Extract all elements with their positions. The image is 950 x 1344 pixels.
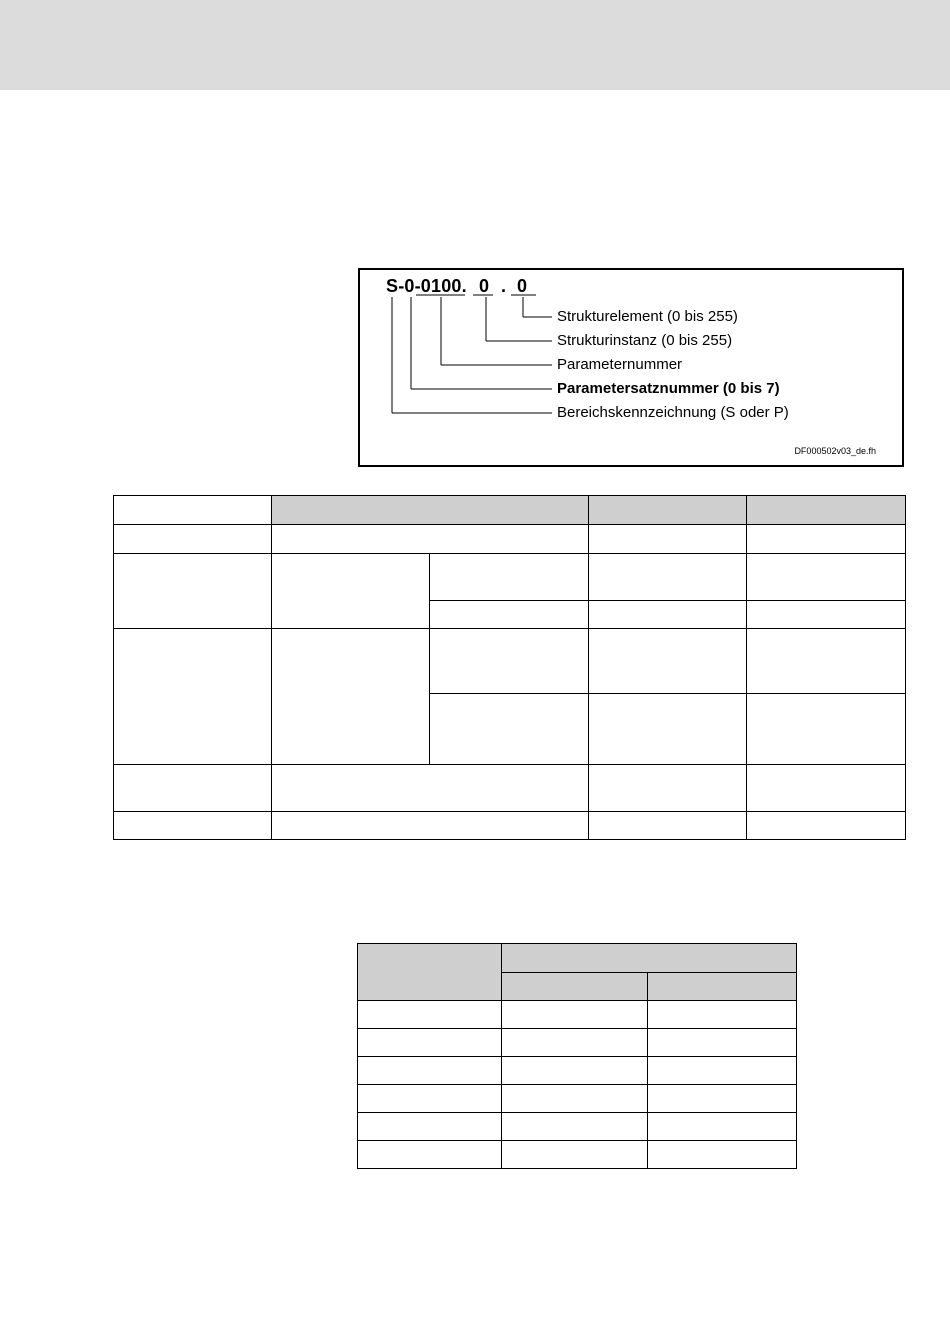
label-strukturelement: Strukturelement (0 bis 255) <box>557 308 738 325</box>
code-separator: . <box>501 276 507 296</box>
table-header-cell <box>747 496 906 525</box>
table-row <box>114 496 906 525</box>
table-cell <box>747 694 906 765</box>
table-cell <box>358 1085 502 1113</box>
table-cell <box>747 554 906 601</box>
table-cell <box>747 765 906 812</box>
table-cell <box>502 1029 648 1057</box>
table-cell <box>114 629 272 765</box>
table-cell <box>114 525 272 554</box>
table-cell <box>589 765 747 812</box>
table-cell <box>747 601 906 629</box>
code-element: 0 <box>517 276 528 296</box>
table-cell <box>589 694 747 765</box>
table-cell <box>272 629 430 765</box>
code-main: S-0-0100. <box>386 276 467 296</box>
table-cell <box>358 1113 502 1141</box>
table-cell <box>502 1141 648 1169</box>
table-row <box>358 1141 797 1169</box>
table-cell <box>589 629 747 694</box>
table-cell <box>747 812 906 840</box>
table-cell <box>430 601 589 629</box>
table-cell <box>648 1057 797 1085</box>
table-cell <box>502 1057 648 1085</box>
value-table <box>357 943 797 1169</box>
code-instance: 0 <box>479 276 490 296</box>
table-cell <box>589 525 747 554</box>
table-cell <box>502 1085 648 1113</box>
table-cell <box>272 812 589 840</box>
label-parametersatznummer: Parametersatznummer (0 bis 7) <box>557 380 780 397</box>
label-bereichskennzeichnung: Bereichskennzeichnung (S oder P) <box>557 404 789 421</box>
table-cell <box>114 812 272 840</box>
table-cell <box>648 1113 797 1141</box>
table-row <box>358 1001 797 1029</box>
table-header-cell <box>502 944 797 973</box>
table-cell <box>114 765 272 812</box>
table-row <box>358 1113 797 1141</box>
table-header-cell <box>589 496 747 525</box>
table-cell <box>747 525 906 554</box>
table-cell <box>272 765 589 812</box>
table-cell <box>589 554 747 601</box>
figure-id: DF000502v03_de.fh <box>794 446 876 456</box>
table-cell <box>648 1141 797 1169</box>
table-header-cell <box>272 496 589 525</box>
table-cell <box>648 1029 797 1057</box>
table-header-cell <box>648 973 797 1001</box>
label-strukturinstanz: Strukturinstanz (0 bis 255) <box>557 332 733 349</box>
table-row <box>358 1029 797 1057</box>
table-cell <box>648 1085 797 1113</box>
table-cell <box>589 812 747 840</box>
table-cell <box>747 629 906 694</box>
table-cell <box>502 1001 648 1029</box>
table-row <box>358 944 797 973</box>
table-cell <box>358 1001 502 1029</box>
table-header-cell <box>502 973 648 1001</box>
table-cell <box>502 1113 648 1141</box>
table-row <box>114 525 906 554</box>
table-cell <box>430 629 589 694</box>
label-parameternummer: Parameternummer <box>557 356 683 373</box>
table-cell <box>114 554 272 629</box>
table-row <box>358 1057 797 1085</box>
table-row <box>114 765 906 812</box>
table-cell <box>272 525 589 554</box>
table-cell <box>648 1001 797 1029</box>
table-cell <box>430 554 589 601</box>
table-cell <box>589 601 747 629</box>
page-header-band <box>0 0 950 90</box>
table-row <box>114 812 906 840</box>
table-row <box>358 1085 797 1113</box>
table-cell <box>272 554 430 629</box>
table-row <box>114 629 906 694</box>
table-cell <box>430 694 589 765</box>
table-row <box>114 554 906 601</box>
table-header-cell <box>358 944 502 1001</box>
table-cell <box>114 496 272 525</box>
table-cell <box>358 1141 502 1169</box>
parameter-id-figure <box>358 268 904 467</box>
table-cell <box>358 1057 502 1085</box>
parameter-table <box>113 495 906 840</box>
table-cell <box>358 1029 502 1057</box>
